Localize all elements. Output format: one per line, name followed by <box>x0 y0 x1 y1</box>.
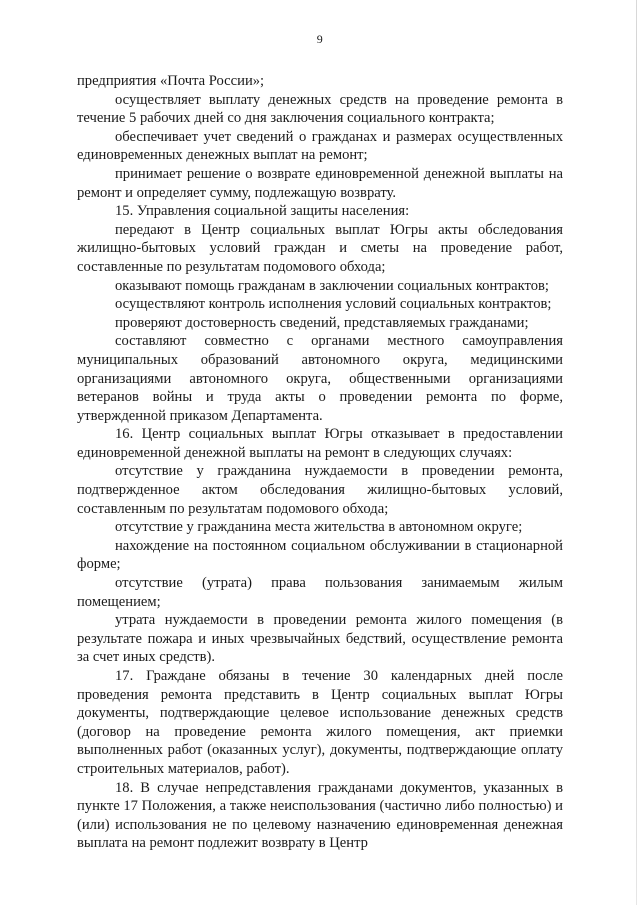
paragraph: составляют совместно с органами местного самоуправления муниципальных образований автономного округа, медицинскими организациями автономного округа, общественными организациями ветеранов войны и труда акты о проведении ремонта по форме, утвержденной приказом Департамента. <box>77 333 563 424</box>
scan-edge-line <box>636 0 637 905</box>
paragraph: нахождение на постоянном социальном обслуживании в стационарной форме; <box>77 537 563 573</box>
paragraph: отсутствие у гражданина нуждаемости в проведении ремонта, подтвержденное актом обследования жилищно-бытовых условий, составленным по результатам подомового обхода; <box>77 463 563 517</box>
paragraph: утрата нуждаемости в проведении ремонта жилого помещения (в результате пожара и иных чрезвычайных бедствий, осуществление ремонта за счет иных средств). <box>77 612 563 666</box>
paragraph: осуществляют контроль исполнения условий социальных контрактов; <box>115 296 552 313</box>
paragraph: передают в Центр социальных выплат Югры акты обследования жилищно-бытовых условий граждан и сметы на проведение работ, составленные по результатам подомового обхода; <box>77 221 563 275</box>
section-heading-16: 16. Центр социальных выплат Югры отказывает в предоставлении единовременной денежной выплаты на ремонт в следующих случаях: <box>77 426 563 461</box>
page-number: 9 <box>316 32 324 46</box>
paragraph: оказывают помощь гражданам в заключении социальных контрактов; <box>115 277 549 294</box>
paragraph: проверяют достоверность сведений, представляемых гражданами; <box>115 314 529 331</box>
paragraph: предприятия «Почта России»; <box>77 73 265 89</box>
paragraph: осуществляет выплату денежных средств на проведение ремонта в течение 5 рабочих дней со дня заключения социального контракта; <box>77 91 563 127</box>
paragraph: отсутствие у гражданина места жительства в автономном округе; <box>115 519 523 536</box>
section-paragraph-18: 18. В случае непредставления гражданами документов, указанных в пункте 17 Положения, а также неиспользования (частично либо полностью) и (или) использования не по целевому назначению единовременная денежная выплата на ремонт подлежит возврату в Центр <box>77 779 563 852</box>
paragraph: отсутствие (утрата) права пользования занимаемым жилым помещением; <box>77 575 563 610</box>
document-body <box>77 72 563 853</box>
section-heading-15: 15. Управления социальной защиты населения: <box>115 203 410 220</box>
paragraph: принимает решение о возврате единовременной денежной выплаты на ремонт и определяет сумму, подлежащую возврату. <box>77 165 563 201</box>
section-paragraph-17: 17. Граждане обязаны в течение 30 календарных дней после проведения ремонта представить в Центр социальных выплат Югры документы, подтверждающие целевое использование денежных средств (договор на проведение ремонта жилого помещения, акт приемки выполненных работ (оказанных услуг), документы, подтверждающие оплату строительных материалов, работ). <box>77 668 563 777</box>
paragraph: обеспечивает учет сведений о гражданах и размерах осуществленных единовременных денежных выплат на ремонт; <box>77 128 563 164</box>
